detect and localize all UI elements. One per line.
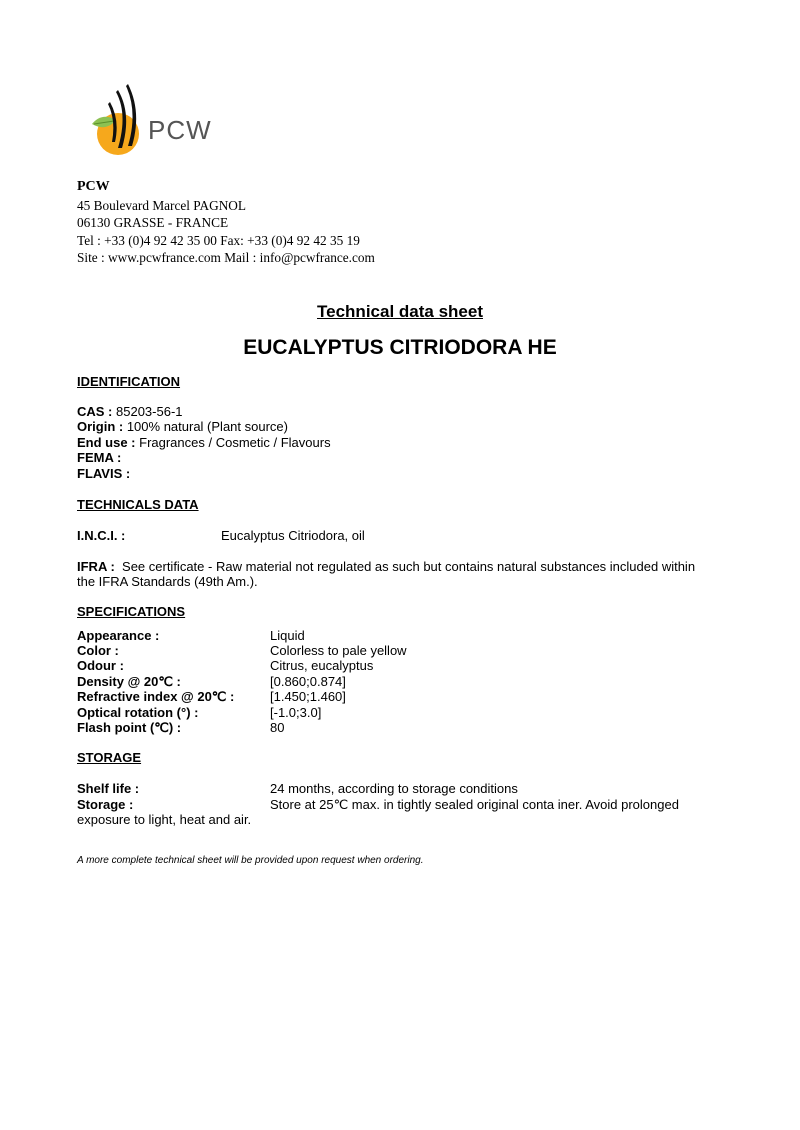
spec-value-appearance: Liquid <box>270 628 305 643</box>
web-mail-line: Site : www.pcwfrance.com Mail : info@pcwfrance.com <box>77 250 375 265</box>
inci-label: I.N.C.I. : <box>77 528 126 543</box>
identification-heading: IDENTIFICATION <box>77 374 181 389</box>
spec-value-color: Colorless to pale yellow <box>270 643 407 658</box>
ifra-line-2: the IFRA Standards (49th Am.). <box>77 574 258 589</box>
origin-value: 100% natural (Plant source) <box>123 419 288 434</box>
end-use-line <box>77 435 331 450</box>
spec-label-odour: Odour : <box>77 658 124 673</box>
spec-value-optical-rotation: [-1.0;3.0] <box>270 705 322 720</box>
flavis-line <box>77 466 130 481</box>
spec-value-flash-point: 80 <box>270 720 285 735</box>
product-name: EUCALYPTUS CITRIODORA HE <box>243 336 557 359</box>
storage-value: Store at 25℃ max. in tightly sealed original conta iner. Avoid prolonged <box>270 797 679 812</box>
cas-value: 85203-56-1 <box>112 404 183 419</box>
inci-value: Eucalyptus Citriodora, oil <box>221 528 365 543</box>
cas-label: CAS : <box>77 404 113 419</box>
logo-text: PCW <box>148 115 212 145</box>
origin-line <box>77 419 288 434</box>
storage-heading: STORAGE <box>77 750 142 765</box>
shelf-life-label: Shelf life : <box>77 781 140 796</box>
technicals-heading: TECHNICALS DATA <box>77 497 199 512</box>
end-use-label: End use : <box>77 435 136 450</box>
fema-label: FEMA : <box>77 450 122 465</box>
spec-label-density: Density @ 20℃ : <box>77 674 181 689</box>
specifications-heading: SPECIFICATIONS <box>77 604 186 619</box>
storage-continuation: exposure to light, heat and air. <box>77 812 252 827</box>
spec-label-appearance: Appearance : <box>77 628 160 643</box>
spec-value-refractive-index: [1.450;1.460] <box>270 689 346 704</box>
shelf-life-value: 24 months, according to storage conditions <box>270 781 518 796</box>
spec-value-odour: Citrus, eucalyptus <box>270 658 374 673</box>
end-use-value: Fragrances / Cosmetic / Flavours <box>135 435 331 450</box>
spec-label-color: Color : <box>77 643 119 658</box>
spec-label-flash-point: Flash point (℃) : <box>77 720 182 735</box>
footer-note: A more complete technical sheet will be provided upon request when ordering. <box>77 855 424 866</box>
sheet-title: Technical data sheet <box>317 302 483 321</box>
spec-label-optical-rotation: Optical rotation (°) : <box>77 705 199 720</box>
flavis-label: FLAVIS : <box>77 466 131 481</box>
spec-label-refractive-index: Refractive index @ 20℃ : <box>77 689 235 704</box>
phone-fax-line: Tel : +33 (0)4 92 42 35 00 Fax: +33 (0)4 92 42 35 19 <box>77 233 360 248</box>
spec-value-density: [0.860;0.874] <box>270 674 346 689</box>
origin-label: Origin : <box>77 419 124 434</box>
storage-label: Storage : <box>77 797 134 812</box>
address-line-2: 06130 GRASSE - FRANCE <box>77 215 229 230</box>
address-line-1: 45 Boulevard Marcel PAGNOL <box>77 198 247 213</box>
ifra-text-1: See certificate - Raw material not regulated as such but contains natural substances included within <box>114 559 696 574</box>
company-name: PCW <box>77 179 110 194</box>
ifra-line-1 <box>77 559 695 574</box>
fema-line <box>77 450 121 465</box>
cas-line <box>77 404 183 419</box>
ifra-label: IFRA : <box>77 559 115 574</box>
